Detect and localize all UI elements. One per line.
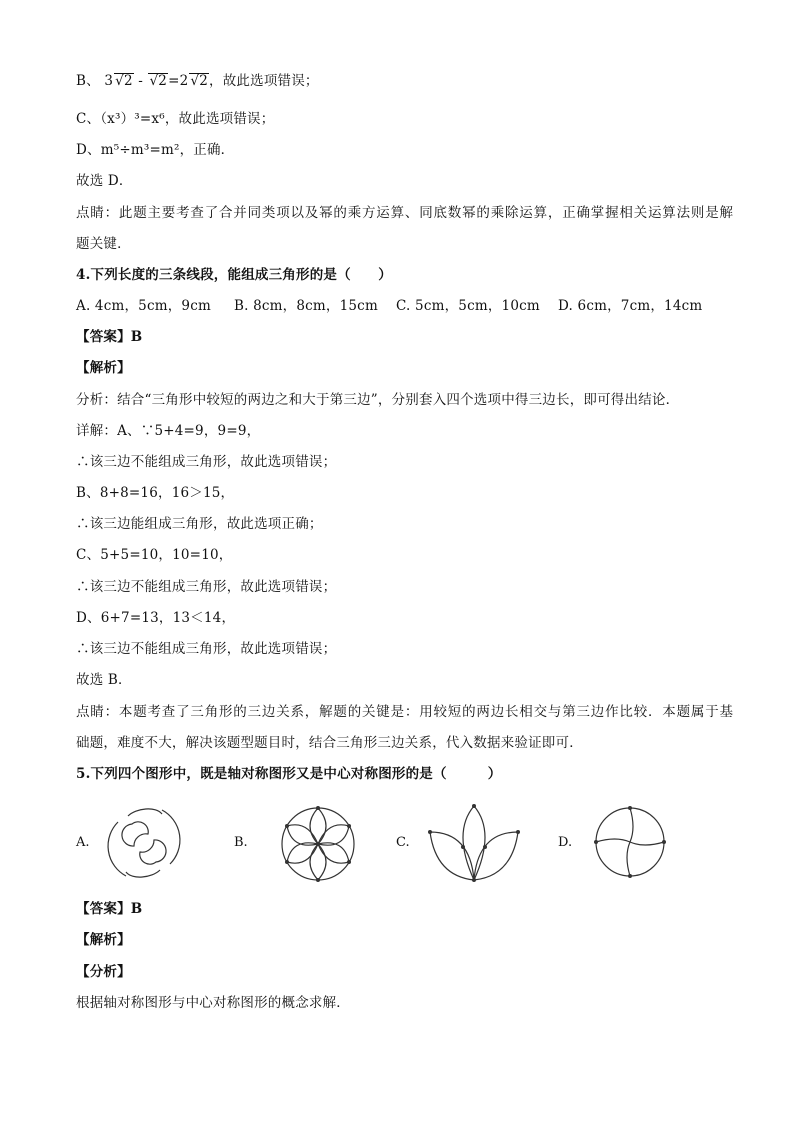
q5-option-label-a: A. [76,835,90,850]
q5-stem: 5.下列四个图形中，既是轴对称图形又是中心对称图形的是（ ） [76,766,502,782]
q5-figure-options [76,800,716,890]
q3-comment-line-2: 题关键． [76,236,131,252]
q3-option-c: C、（x³）³=x⁶，故此选项错误； [76,111,275,127]
q3-b-radicand-2: 2 [158,73,168,89]
q5-last-line: 根据轴对称图形与中心对称图形的概念求解． [76,995,350,1011]
q3-choice: 故选 D． [76,173,133,189]
q4-step: B、8+8=16，16＞15， [76,485,235,501]
q4-comment-line-1: 点睛：本题考查了三角形的三边关系，解题的关键是：用较短的两边长相交与第三边作比较．本题属于基 [76,704,734,720]
q4-option-b: B. 8cm，8cm，15cm [234,298,378,314]
sqrt-icon: √2 [115,73,133,89]
q5-fenxi-tag: 【分析】 [76,964,131,980]
q4-step: ∴该三边不能组成三角形，故此选项错误； [76,454,337,470]
q5-option-label-d: D. [558,835,573,850]
q3-comment-line-1: 点睛：此题主要考查了合并同类项以及幂的乘方运算、同底数幂的乘除运算，正确掌握相关运算法则是解 [76,205,734,221]
q4-stem: 4.下列长度的三条线段，能组成三角形的是（ ） [76,267,392,283]
q4-analysis-tag: 【解析】 [76,360,131,376]
q3-b-radicand-3: 2 [199,73,209,89]
q4-option-d: D. 6cm，7cm，14cm [558,298,703,314]
q3-b-minus: - [133,73,148,89]
figure-d-pinwheel-icon [590,802,670,882]
sqrt-icon: √2 [149,73,168,89]
q4-detail-line: 详解：A、∵5+4=9，9=9， [76,423,261,439]
q3-option-d: D、m⁵÷m³=m²，正确． [76,142,235,158]
q4-option-a: A. 4cm，5cm，9cm [76,298,211,314]
q5-analysis-tag: 【解析】 [76,932,131,948]
q3-option-b [76,72,319,90]
q4-choice: 故选 B． [76,672,132,688]
figure-c-lotus-icon [426,802,522,886]
q4-step: D、6+7=13，13＜14， [76,610,236,626]
q3-b-radicand-1: 2 [123,73,133,89]
q4-step: ∴该三边不能组成三角形，故此选项错误； [76,641,337,657]
q4-analysis-line: 分析：结合“三角形中较短的两边之和大于第三边”，分别套入四个选项中得三边长，即可得出结论． [76,392,680,408]
figure-b-flower-icon [276,802,360,886]
q3-b-equals: =2 [168,73,189,89]
q5-option-label-b: B. [234,835,248,850]
q4-comment-line-2: 础题，难度不大，解决该题型题目时，结合三角形三边关系，代入数据来验证即可． [76,735,583,751]
q4-step: C、5+5=10，10=10， [76,547,233,563]
q5-answer-tag: 【答案】B [76,901,143,917]
q4-option-c: C. 5cm，5cm，10cm [396,298,540,314]
q3-b-prefix: B、 [76,73,100,89]
figure-a-crescent-icon [104,802,184,884]
q4-answer-tag: 【答案】B [76,329,143,345]
sqrt-icon: √2 [190,73,209,89]
q4-step: ∴该三边能组成三角形，故此选项正确； [76,516,323,532]
q3-b-coef: 3 [104,73,114,89]
q4-step: ∴该三边不能组成三角形，故此选项错误； [76,579,337,595]
q3-b-tail: ，故此选项错误； [209,73,319,89]
q5-option-label-c: C. [396,835,410,850]
